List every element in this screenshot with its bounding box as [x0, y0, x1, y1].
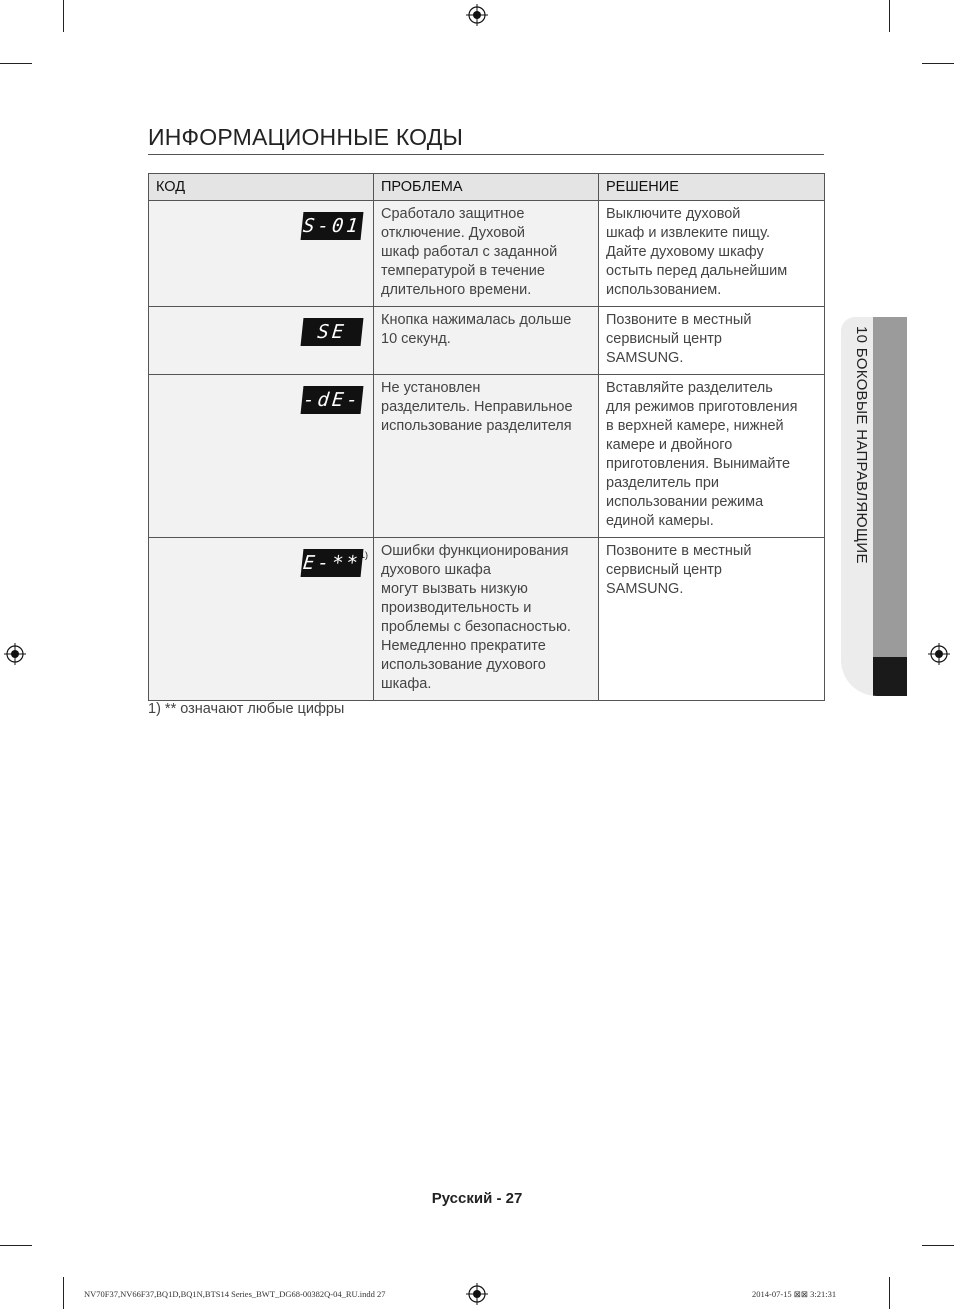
crop-mark — [922, 1245, 954, 1246]
crop-mark — [889, 1277, 890, 1309]
solution-text: Позвоните в местный сервисный центр SAMSUNG. — [606, 312, 752, 366]
title-rule — [148, 154, 824, 155]
solution-text: Выключите духовой шкаф и извлеките пищу. Дайте духовому шкафу остыть перед дальнейшим использованием. — [606, 206, 788, 298]
code-display-value: E-** — [302, 551, 363, 574]
registration-mark-icon — [466, 1283, 488, 1305]
problem-cell — [374, 201, 599, 307]
problem-cell — [374, 307, 599, 375]
registration-mark-icon — [4, 643, 26, 665]
solution-cell — [599, 538, 825, 701]
code-cell — [149, 307, 374, 375]
footnote-marker: 1) — [359, 550, 368, 560]
header-code: КОД — [149, 174, 374, 201]
imprint-file: NV70F37,NV66F37,BQ1D,BQ1N,BTS14 Series_BWT_DG68-00382Q-04_RU.indd 27 — [84, 1289, 386, 1299]
code-cell — [149, 375, 374, 538]
solution-text: Позвоните в местный сервисный центр SAMSUNG. — [606, 543, 752, 597]
problem-text: Сработало защитное отключение. Духовой шкаф работал с заданной температурой в течение длительного времени. — [381, 206, 558, 298]
problem-text: Кнопка нажималась дольше 10 секунд. — [381, 312, 572, 347]
imprint-date: 2014-07-15 ⊠⊠ 3:21:31 — [752, 1289, 837, 1299]
table-row — [149, 375, 825, 538]
header-solution: РЕШЕНИЕ — [599, 174, 825, 201]
registration-mark-icon — [466, 4, 488, 26]
crop-mark — [63, 1277, 64, 1309]
footnote: 1) ** означают любые цифры — [148, 701, 345, 717]
crop-mark — [0, 63, 32, 64]
code-display: -dE- — [301, 386, 364, 414]
table-row — [149, 538, 825, 701]
header-problem: ПРОБЛЕМА — [374, 174, 599, 201]
code-display: S-01 — [301, 212, 364, 240]
solution-text: Вставляйте разделитель для режимов приготовления в верхней камере, нижней камере и двойного приготовления. Вынимайте разделитель при использовании режима единой камеры. — [606, 380, 798, 529]
crop-mark — [922, 63, 954, 64]
table-header-row — [149, 174, 825, 201]
chapter-tab-marker — [873, 657, 907, 696]
problem-text: Не установлен разделитель. Неправильное использование разделителя — [381, 380, 573, 434]
solution-cell — [599, 201, 825, 307]
info-codes-table — [148, 173, 825, 701]
problem-cell — [374, 538, 599, 701]
chapter-tab-bar — [873, 317, 907, 657]
code-cell — [149, 538, 374, 701]
page-title: ИНФОРМАЦИОННЫЕ КОДЫ — [148, 124, 464, 150]
page-number: Русский - 27 — [431, 1190, 523, 1207]
chapter-tab-label: 10 БОКОВЫЕ НАПРАВЛЯЮЩИЕ — [853, 326, 870, 564]
solution-cell — [599, 307, 825, 375]
code-display: SE — [301, 318, 364, 346]
crop-mark — [63, 0, 64, 32]
problem-cell — [374, 375, 599, 538]
crop-mark — [0, 1245, 32, 1246]
solution-cell — [599, 375, 825, 538]
crop-mark — [889, 0, 890, 32]
registration-mark-icon — [928, 643, 950, 665]
code-cell — [149, 201, 374, 307]
problem-text: Ошибки функционирования духового шкафа могут вызвать низкую производительность и проблемы с безопасностью. Немедленно прекратите использование духового шкафа. — [381, 543, 571, 692]
code-display — [301, 549, 364, 577]
table-row — [149, 307, 825, 375]
table-row — [149, 201, 825, 307]
